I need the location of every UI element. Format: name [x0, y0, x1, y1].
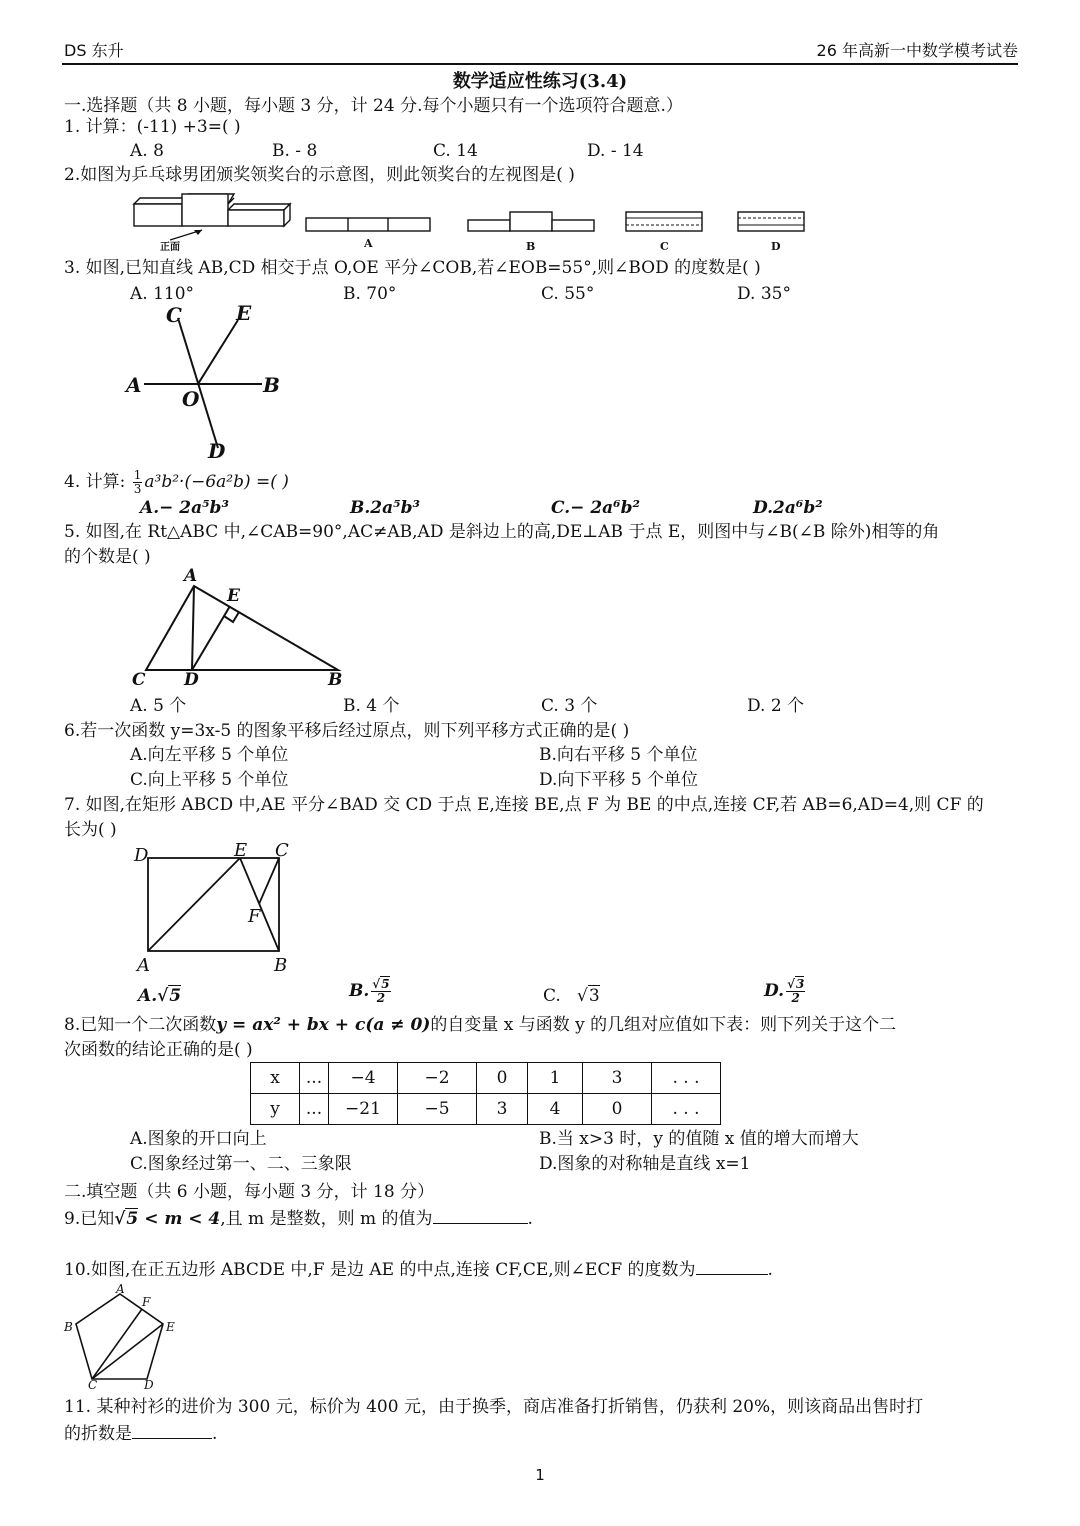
table-cell: . . . — [652, 1063, 721, 1094]
q7-b-fraction: $\frac{√5}{2}$ — [372, 977, 390, 1005]
q5-fig-label-c: C — [132, 670, 146, 690]
q7-fig-label-f: F — [248, 906, 261, 927]
q8-stem-post: 的自变量 x 与函数 y 的几组对应值如下表：则下列关于这个二 — [430, 1015, 897, 1035]
table-cell: y — [251, 1094, 300, 1125]
q6-option-d: D.向下平移 5 个单位 — [539, 770, 699, 790]
q10-end: . — [767, 1260, 773, 1280]
q7-a-radicand: 5 — [169, 986, 182, 1006]
q8-stem-line1 — [64, 1013, 896, 1037]
q2-figure — [130, 192, 810, 262]
q1-option-b: B. - 8 — [272, 141, 318, 161]
q9-answer-blank[interactable] — [433, 1205, 528, 1224]
q3-fig-label-o: O — [182, 387, 200, 411]
table-cell: −21 — [329, 1094, 398, 1125]
q7-d-prefix: D. — [764, 981, 785, 1001]
table-cell: 3 — [477, 1094, 528, 1125]
q2-stem: 2.如图为乒乓球男团颁奖领奖台的示意图，则此领奖台的左视图是( ) — [64, 165, 575, 185]
q3-fig-label-b: B — [263, 373, 280, 397]
q3-fig-label-d: D — [208, 439, 226, 463]
table-cell: 1 — [528, 1063, 583, 1094]
q4-expression: a³b²·(−6a²b) =( ) — [144, 472, 289, 492]
table-cell: . . . — [652, 1094, 721, 1125]
header-right: 26 年高新一中数学模考试卷 — [816, 41, 1018, 60]
q7-d-radicand: 3 — [795, 977, 805, 991]
q1-option-a: A. 8 — [130, 141, 164, 161]
q8-option-c: C.图象经过第一、二、三象限 — [130, 1154, 352, 1174]
q2-label-c: C — [660, 240, 669, 253]
q6-option-b: B.向右平移 5 个单位 — [539, 745, 698, 765]
q7-stem-line1: 7. 如图,在矩形 ABCD 中,AE 平分∠BAD 交 CD 于点 E,连接 BE,点 F 为 BE 的中点,连接 CF,若 AB=6,AD=4,则 CF 的 — [64, 795, 984, 815]
table-cell: 3 — [583, 1063, 652, 1094]
section-2-heading: 二.填空题（共 6 小题，每小题 3 分，计 18 分） — [64, 1182, 435, 1202]
table-cell: −2 — [398, 1063, 477, 1094]
q5-option-d: D. 2 个 — [747, 696, 805, 716]
q9-radicand: 5 — [126, 1209, 139, 1229]
q7-option-a: A.√5 — [138, 986, 182, 1006]
table-cell: 0 — [583, 1094, 652, 1125]
q5-fig-label-e: E — [227, 586, 240, 606]
q10-stem — [64, 1256, 773, 1282]
q8-table — [250, 1062, 721, 1125]
q7-stem-line2: 长为( ) — [64, 820, 117, 840]
q10-fig-label-e: E — [166, 1320, 175, 1334]
table-cell: −4 — [329, 1063, 398, 1094]
q11-stem-line2-text: 的折数是 — [64, 1424, 132, 1444]
q2-front-label: 正面 — [160, 242, 180, 253]
q3-fig-label-e: E — [236, 301, 252, 325]
q7-b-prefix: B. — [349, 981, 370, 1001]
q5-stem-line1: 5. 如图,在 Rt△ABC 中,∠CAB=90°,AC≠AB,AD 是斜边上的高,DE⊥AB 于点 E，则图中与∠B(∠B 除外)相等的角 — [64, 522, 940, 542]
q11-stem-line1: 11. 某种衬衫的进价为 300 元，标价为 400 元，由于换季，商店准备打折销售，仍获利 20%，则该商品出售时打 — [64, 1397, 924, 1417]
q10-fig-label-a: A — [116, 1282, 125, 1296]
q2-label-a: A — [364, 237, 373, 250]
q1-option-c: C. 14 — [433, 141, 478, 161]
table-cell: 4 — [528, 1094, 583, 1125]
q6-stem: 6.若一次函数 y=3x-5 的图象平移后经过原点，则下列平移方式正确的是( ) — [64, 721, 630, 741]
q9-inequality: < m < 4 — [144, 1209, 221, 1229]
q7-c-radicand: 3 — [588, 986, 600, 1006]
q7-option-b — [349, 978, 393, 1005]
q8-option-b: B.当 x>3 时，y 的值随 x 值的增大而增大 — [539, 1129, 859, 1149]
page-title: 数学适应性练习(3.4) — [452, 71, 628, 92]
q7-b-den: 2 — [376, 991, 386, 1005]
q10-fig-label-c: C — [88, 1378, 98, 1392]
q7-d-den: 2 — [791, 991, 800, 1005]
q10-fig-label-f: F — [142, 1295, 151, 1309]
q7-b-radicand: 5 — [381, 977, 390, 991]
q5-option-a: A. 5 个 — [130, 696, 187, 716]
q7-fig-label-c: C — [275, 840, 289, 861]
q10-figure — [60, 1282, 190, 1392]
q4-prefix: 4. 计算: — [64, 472, 126, 492]
q3-option-b: B. 70° — [343, 284, 397, 304]
table-cell: 0 — [477, 1063, 528, 1094]
q4-option-a: A.− 2a⁵b³ — [140, 498, 229, 518]
q5-figure — [130, 570, 350, 685]
q7-a-prefix: A. — [138, 986, 158, 1006]
q10-stem-text: 10.如图,在正五边形 ABCDE 中,F 是边 AE 的中点,连接 CF,CE,则∠ECF 的度数为 — [64, 1260, 696, 1280]
q3-option-a: A. 110° — [130, 284, 195, 304]
q7-c-prefix: C. — [543, 986, 561, 1006]
q2-label-d: D — [771, 240, 781, 253]
table-cell: ... — [300, 1094, 329, 1125]
q6-option-c: C.向上平移 5 个单位 — [130, 770, 289, 790]
q4-option-c: C.− 2a⁶b² — [551, 498, 640, 518]
q7-fig-label-d: D — [134, 845, 149, 866]
q8-stem-pre: 8.已知一个二次函数 — [64, 1015, 217, 1035]
q10-fig-label-d: D — [144, 1378, 154, 1392]
q10-answer-blank[interactable] — [696, 1256, 768, 1275]
q1-stem: 1. 计算：(-11) +3=( ) — [64, 117, 241, 137]
q3-fig-label-c: C — [166, 303, 182, 327]
q8-option-a: A.图象的开口向上 — [130, 1129, 267, 1149]
q7-option-d — [764, 978, 807, 1005]
q9-stem: 9.已知√5 < m < 4,且 m 是整数，则 m 的值为 . — [64, 1205, 533, 1231]
q4-frac-den: 3 — [133, 482, 142, 496]
header-rule — [62, 63, 1018, 65]
q9-end: . — [527, 1209, 533, 1229]
q11-answer-blank[interactable] — [132, 1420, 212, 1439]
q9-suffix: ,且 m 是整数，则 m 的值为 — [220, 1209, 433, 1229]
table-row — [251, 1094, 721, 1125]
q8-option-d: D.图象的对称轴是直线 x=1 — [539, 1154, 751, 1174]
q9-prefix: 9.已知 — [64, 1209, 115, 1229]
q5-fig-label-b: B — [328, 670, 343, 690]
q5-stem-line2: 的个数是( ) — [64, 547, 151, 567]
q8-stem-line2: 次函数的结论正确的是( ) — [64, 1040, 253, 1060]
section-1-heading: 一.选择题（共 8 小题，每小题 3 分，计 24 分.每个小题只有一个选项符合题意.） — [64, 96, 683, 116]
q5-option-b: B. 4 个 — [343, 696, 400, 716]
q7-option-c: C. √3 — [543, 986, 600, 1006]
q7-d-fraction: $\frac{√3}{2}$ — [787, 977, 805, 1005]
q8-formula: y = ax² + bx + c(a ≠ 0) — [216, 1015, 431, 1035]
q7-fig-label-b: B — [274, 955, 288, 976]
q11-end: . — [212, 1424, 218, 1444]
q1-option-d: D. - 14 — [587, 141, 644, 161]
q4-option-d: D.2a⁶b² — [753, 498, 823, 518]
table-row — [251, 1063, 721, 1094]
q4-frac-num: 1 — [133, 468, 142, 482]
q4-option-b: B.2a⁵b³ — [350, 498, 420, 518]
q5-fig-label-a: A — [184, 566, 198, 586]
q10-fig-label-b: B — [64, 1320, 73, 1334]
q3-fig-label-a: A — [126, 373, 142, 397]
q6-option-a: A.向左平移 5 个单位 — [130, 745, 289, 765]
q4-stem — [64, 469, 289, 496]
q4-fraction — [133, 469, 143, 496]
page-number: 1 — [535, 1466, 545, 1484]
table-cell: x — [251, 1063, 300, 1094]
header-left: DS 东升 — [64, 41, 124, 60]
q3-stem: 3. 如图,已知直线 AB,CD 相交于点 O,OE 平分∠COB,若∠EOB=55°,则∠BOD 的度数是( ) — [64, 258, 761, 278]
q7-fig-label-e: E — [234, 840, 248, 861]
q11-stem-line2 — [64, 1420, 217, 1446]
q2-label-b: B — [526, 240, 536, 253]
q3-option-d: D. 35° — [737, 284, 791, 304]
q3-option-c: C. 55° — [541, 284, 595, 304]
table-cell: ... — [300, 1063, 329, 1094]
table-cell: −5 — [398, 1094, 477, 1125]
q7-fig-label-a: A — [137, 955, 150, 976]
q5-fig-label-d: D — [184, 670, 199, 690]
q5-option-c: C. 3 个 — [541, 696, 598, 716]
